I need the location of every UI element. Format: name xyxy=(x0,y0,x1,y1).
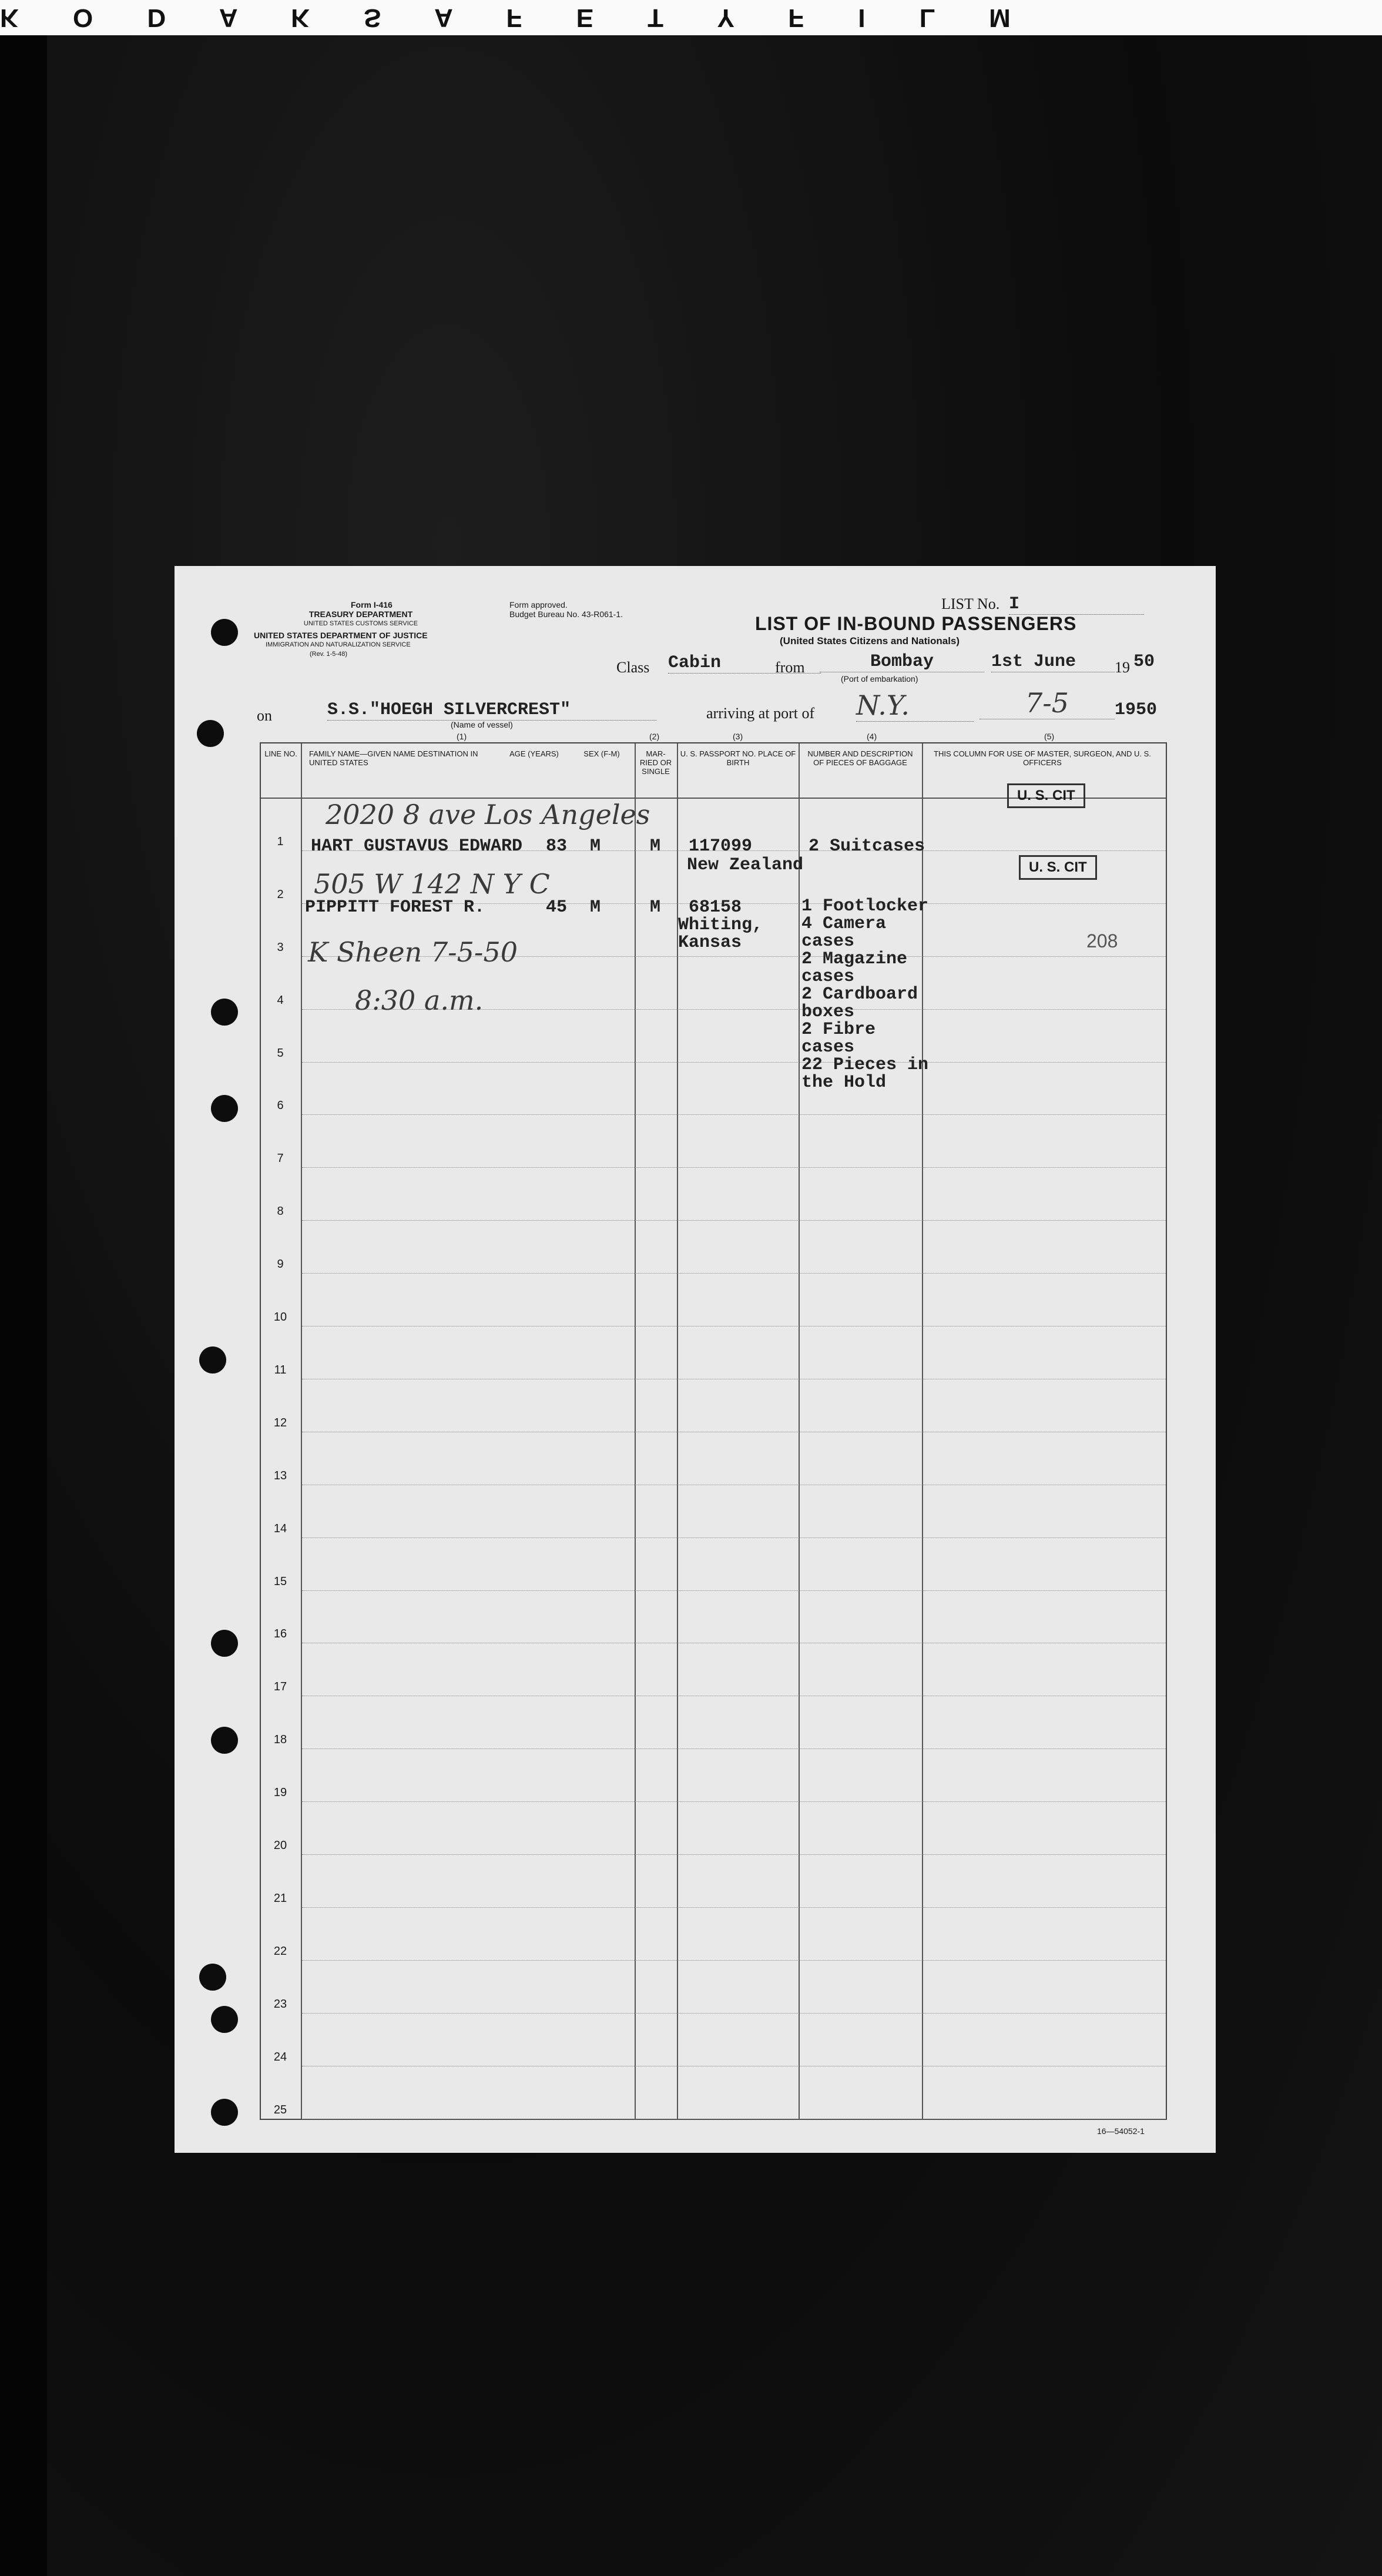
row-number: 21 xyxy=(273,1891,287,1905)
row-number: 16 xyxy=(273,1627,287,1641)
birthplace-2: Whiting, Kansas xyxy=(678,915,763,953)
passport-1: 117099 xyxy=(689,836,753,856)
arrival-year: 1950 xyxy=(1115,700,1158,720)
treasury-dept: TREASURY DEPARTMENT xyxy=(308,609,413,619)
row-divider xyxy=(302,2013,1166,2014)
row-number: 10 xyxy=(273,1311,287,1324)
col-ref-2: (2) xyxy=(649,732,660,741)
budget-bureau: Budget Bureau No. 43-R061-1. xyxy=(509,609,623,619)
vessel-name: S.S."HOEGH SILVERCREST" xyxy=(327,700,656,721)
arriving-label: arriving at port of xyxy=(706,705,815,722)
passenger-age-2: 45 xyxy=(546,897,568,917)
us-cit-stamp-1: U. S. CIT xyxy=(1007,783,1085,808)
row-divider xyxy=(302,1854,1166,1855)
date-value: 1st June xyxy=(991,652,1115,672)
row-number: 4 xyxy=(277,993,284,1007)
punch-hole xyxy=(199,1346,226,1374)
row-number: 6 xyxy=(277,1099,284,1113)
col-ref-1: (1) xyxy=(457,732,467,741)
year-value: 50 xyxy=(1133,652,1155,672)
passenger-sex-2: M xyxy=(590,897,601,917)
row-number: 23 xyxy=(273,1997,287,2011)
row-divider xyxy=(302,1062,1166,1063)
year-prefix: 19 xyxy=(1115,659,1130,676)
row-divider xyxy=(302,1167,1166,1168)
us-cit-stamp-2: U. S. CIT xyxy=(1019,855,1097,880)
header-passport: U. S. PASSPORT NO. PLACE OF BIRTH xyxy=(680,749,796,767)
baggage-list-2 xyxy=(801,897,931,1091)
film-edge-text: K O D A K S A F E T Y F I L M xyxy=(0,0,1382,35)
row-number: 22 xyxy=(273,1944,287,1958)
birthplace-1: New Zealand xyxy=(687,855,804,875)
baggage-item: 4 Camera cases xyxy=(801,914,887,952)
justice-dept: UNITED STATES DEPARTMENT OF JUSTICE xyxy=(254,631,428,640)
from-label: from xyxy=(775,659,805,676)
row-number: 9 xyxy=(277,1258,284,1271)
row-number: 18 xyxy=(273,1733,287,1747)
row-divider xyxy=(302,1907,1166,1908)
baggage-item: 2 Cardboard boxes xyxy=(801,984,918,1022)
row-number: 13 xyxy=(273,1469,287,1482)
punch-hole xyxy=(211,2006,238,2033)
inspector-note-line2: 8:30 a.m. xyxy=(355,984,484,1016)
header-married: MAR-RIED OR SINGLE xyxy=(639,749,672,776)
row-divider xyxy=(302,1590,1166,1591)
passenger-married-2: M xyxy=(650,897,661,917)
row-number: 11 xyxy=(274,1363,287,1376)
passport-2: 68158 xyxy=(689,897,742,917)
punch-hole xyxy=(211,1095,238,1122)
inspector-note-line1: K Sheen 7-5-50 xyxy=(308,936,518,968)
port-embark-caption: (Port of embarkation) xyxy=(841,674,918,684)
col-ref-3: (3) xyxy=(733,732,743,741)
header-line: LINE NO. xyxy=(264,749,297,758)
row-number: 12 xyxy=(273,1416,287,1429)
arrival-date: 7-5 xyxy=(980,687,1115,719)
ins-service: IMMIGRATION AND NATURALIZATION SERVICE xyxy=(266,641,411,648)
page-title: LIST OF IN-BOUND PASSENGERS xyxy=(755,613,1077,634)
page-subtitle: (United States Citizens and Nationals) xyxy=(780,635,960,646)
manifest-page xyxy=(175,566,1216,2153)
row-number: 14 xyxy=(273,1522,287,1535)
row-number: 3 xyxy=(277,940,284,954)
row-number: 15 xyxy=(273,1575,287,1588)
header-sex: SEX (F-M) xyxy=(583,749,620,758)
row-number: 17 xyxy=(273,1680,287,1694)
class-label: Class xyxy=(616,659,650,676)
destination-2: 505 W 142 N Y C xyxy=(314,868,550,900)
punch-hole xyxy=(211,1727,238,1754)
row-number: 2 xyxy=(277,887,284,901)
on-label: on xyxy=(257,707,272,724)
class-value: Cabin xyxy=(668,653,821,674)
film-strip-left xyxy=(0,35,47,2576)
customs-service: UNITED STATES CUSTOMS SERVICE xyxy=(303,620,418,627)
row-number: 20 xyxy=(273,1839,287,1852)
row-divider xyxy=(302,1960,1166,1961)
footer-code: 16—54052-1 xyxy=(1097,2126,1145,2136)
passenger-table xyxy=(260,742,1167,2120)
row-divider xyxy=(302,1273,1166,1274)
row-number: 5 xyxy=(277,1046,284,1060)
header-officers: THIS COLUMN FOR USE OF MASTER, SURGEON, AND U. S. OFFICERS xyxy=(934,749,1151,767)
passenger-name-1: HART GUSTAVUS EDWARD xyxy=(311,836,523,856)
row-number: 24 xyxy=(273,2050,287,2064)
row-number: 1 xyxy=(277,835,284,848)
baggage-item: 22 Pieces in the Hold xyxy=(801,1055,929,1093)
row-divider xyxy=(302,1537,1166,1538)
destination-1: 2020 8 ave Los Angeles xyxy=(326,799,650,830)
row-number: 25 xyxy=(273,2103,287,2116)
header-age: AGE (YEARS) xyxy=(509,749,559,758)
passenger-sex-1: M xyxy=(590,836,601,856)
col-ref-4: (4) xyxy=(867,732,877,741)
list-no-label: LIST No. xyxy=(941,595,1000,612)
punch-hole xyxy=(211,1630,238,1657)
from-value: Bombay xyxy=(820,652,984,672)
row-divider xyxy=(302,1220,1166,1221)
punch-hole xyxy=(211,999,238,1026)
row-number: 7 xyxy=(277,1152,284,1165)
punch-hole xyxy=(211,619,238,646)
row-number: 8 xyxy=(277,1205,284,1218)
row-divider xyxy=(302,1748,1166,1749)
baggage-item: 1 Footlocker xyxy=(801,896,929,916)
vessel-caption: (Name of vessel) xyxy=(451,720,513,729)
header-name: FAMILY NAME—GIVEN NAME DESTINATION IN UNITED STATES xyxy=(309,749,478,767)
form-approved: Form approved. xyxy=(509,600,568,609)
arriving-port: N.Y. xyxy=(856,689,974,722)
passenger-married-1: M xyxy=(650,836,661,856)
row-divider xyxy=(302,1114,1166,1115)
list-no-value: I xyxy=(1009,594,1144,615)
row-divider xyxy=(302,1801,1166,1802)
baggage-1: 2 Suitcases xyxy=(809,836,925,856)
baggage-item: 2 Fibre cases xyxy=(801,1020,876,1057)
row-number: 19 xyxy=(273,1786,287,1800)
revision: (Rev. 1-5-48) xyxy=(310,651,347,658)
baggage-item: 2 Magazine cases xyxy=(801,949,908,987)
punch-hole xyxy=(211,2099,238,2126)
passenger-age-1: 83 xyxy=(546,836,568,856)
form-number: Form I-416 xyxy=(351,600,393,609)
punch-hole xyxy=(197,720,224,747)
officer-note-2: 208 xyxy=(1086,930,1118,952)
punch-hole xyxy=(199,1964,226,1991)
col-ref-5: (5) xyxy=(1044,732,1055,741)
passenger-name-2: PIPPITT FOREST R. xyxy=(305,897,485,917)
header-baggage: NUMBER AND DESCRIPTION OF PIECES OF BAGGAGE xyxy=(807,749,913,767)
